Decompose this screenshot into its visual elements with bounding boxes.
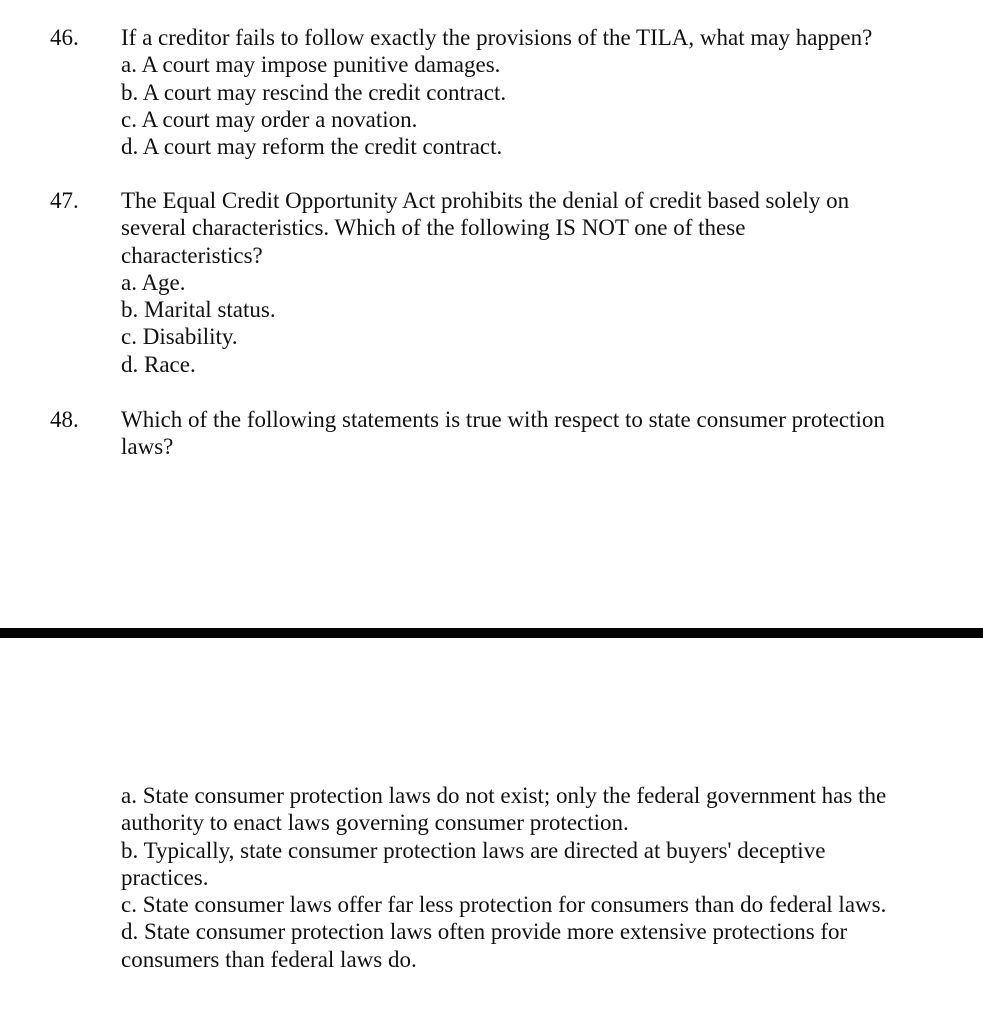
- question-body: [121, 24, 891, 160]
- answer-option-d: d. A court may reform the credit contract.: [121, 134, 503, 160]
- question-body: [121, 187, 891, 378]
- question-number: 48.: [50, 407, 79, 432]
- answer-option-c: c. Disability.: [121, 324, 238, 350]
- answer-option-c: c. A court may order a novation.: [121, 106, 418, 132]
- answer-option-b: b. Marital status.: [121, 297, 276, 323]
- question-stem: Which of the following statements is true with respect to state consumer protection laws?: [121, 407, 885, 460]
- question-48-options: [121, 782, 891, 973]
- question-body: [121, 406, 891, 461]
- answer-option-b: b. Typically, state consumer protection laws are directed at buyers' deceptive practices.: [121, 837, 826, 890]
- question-stem: If a creditor fails to follow exactly the provisions of the TILA, what may happen?: [121, 25, 873, 50]
- question-number: 46.: [50, 25, 79, 50]
- page-divider: [0, 628, 983, 638]
- answer-option-a: a. Age.: [121, 269, 186, 295]
- answer-option-d: d. Race.: [121, 351, 196, 377]
- answer-option-a: a. State consumer protection laws do not exist; only the federal government has the authority to enact laws governing consumer protection.: [121, 783, 887, 836]
- answer-option-b: b. A court may rescind the credit contract.: [121, 79, 507, 105]
- answer-option-c: c. State consumer laws offer far less protection for consumers than do federal laws.: [121, 892, 887, 918]
- question-number: 47.: [50, 188, 79, 213]
- question-stem: The Equal Credit Opportunity Act prohibits the denial of credit based solely on several characteristics. Which of the following IS NOT one of these characteristics?: [121, 188, 850, 268]
- answer-option-a: a. A court may impose punitive damages.: [121, 52, 501, 78]
- answer-option-d: d. State consumer protection laws often provide more extensive protections for consumers than federal laws do.: [121, 919, 848, 972]
